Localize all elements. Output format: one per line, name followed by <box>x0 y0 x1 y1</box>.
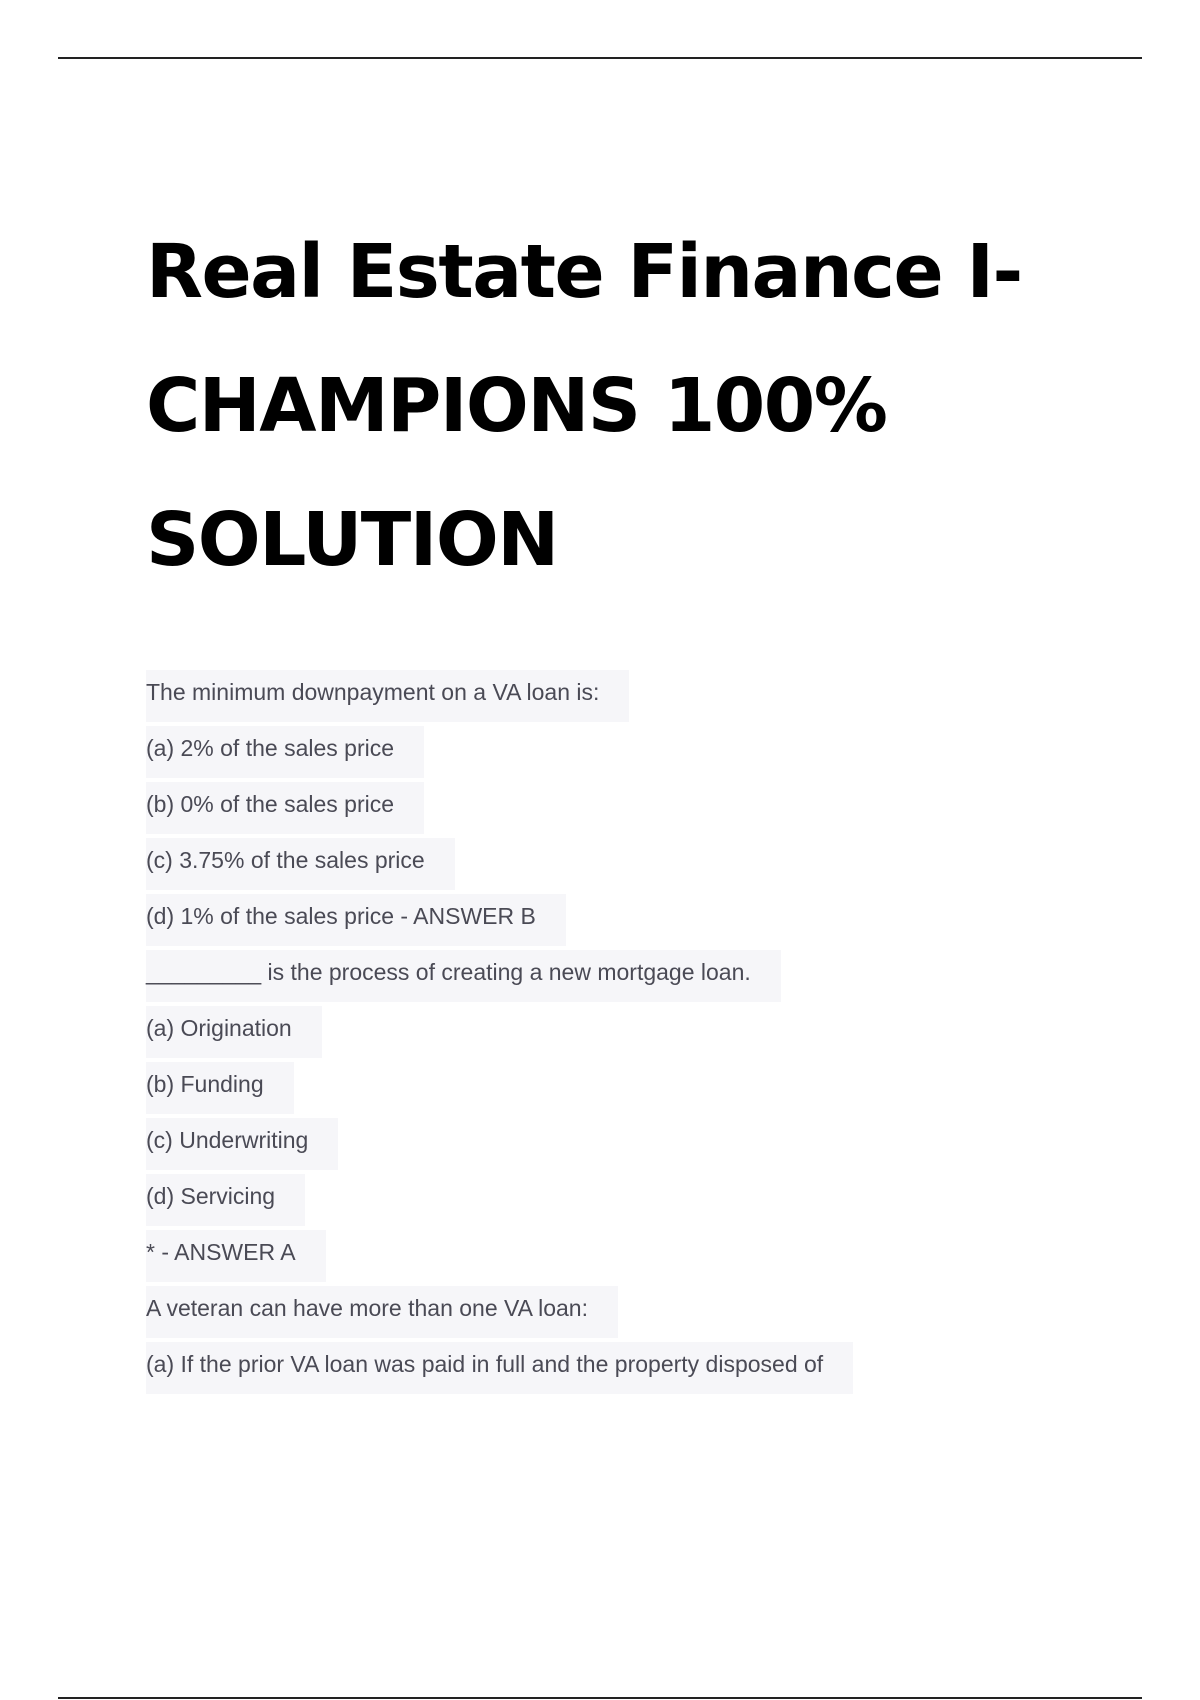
line-text: The minimum downpayment on a VA loan is: <box>146 670 629 722</box>
answer-option <box>146 1342 1106 1398</box>
title-line-3: SOLUTION <box>146 497 558 583</box>
line-text: (a) Origination <box>146 1006 322 1058</box>
line-text: (a) If the prior VA loan was paid in full and the property disposed of <box>146 1342 853 1394</box>
answer-option <box>146 1174 1106 1230</box>
title-line-2: CHAMPIONS 100% <box>146 363 887 449</box>
answer-option <box>146 726 1106 782</box>
line-text: (c) Underwriting <box>146 1118 338 1170</box>
line-text: (a) 2% of the sales price <box>146 726 424 778</box>
header-rule <box>58 57 1142 59</box>
line-text: * - ANSWER A <box>146 1230 326 1282</box>
answer-key <box>146 1230 1106 1286</box>
answer-option <box>146 1118 1106 1174</box>
line-text: A veteran can have more than one VA loan: <box>146 1286 618 1338</box>
question-text <box>146 670 1106 726</box>
line-text: (d) Servicing <box>146 1174 305 1226</box>
title-line-1: Real Estate Finance I- <box>146 229 1022 315</box>
question-text <box>146 950 1106 1006</box>
line-text: (b) 0% of the sales price <box>146 782 424 834</box>
answer-option <box>146 894 1106 950</box>
line-text: (b) Funding <box>146 1062 294 1114</box>
line-text: (c) 3.75% of the sales price <box>146 838 455 890</box>
answer-option <box>146 782 1106 838</box>
answer-option <box>146 838 1106 894</box>
footer-rule <box>58 1697 1142 1699</box>
line-text: (d) 1% of the sales price - ANSWER B <box>146 894 566 946</box>
question-list <box>146 670 1106 1398</box>
line-text: _________ is the process of creating a new mortgage loan. <box>146 950 781 1002</box>
document-title <box>146 205 1106 607</box>
question-text <box>146 1286 1106 1342</box>
answer-option <box>146 1062 1106 1118</box>
answer-option <box>146 1006 1106 1062</box>
